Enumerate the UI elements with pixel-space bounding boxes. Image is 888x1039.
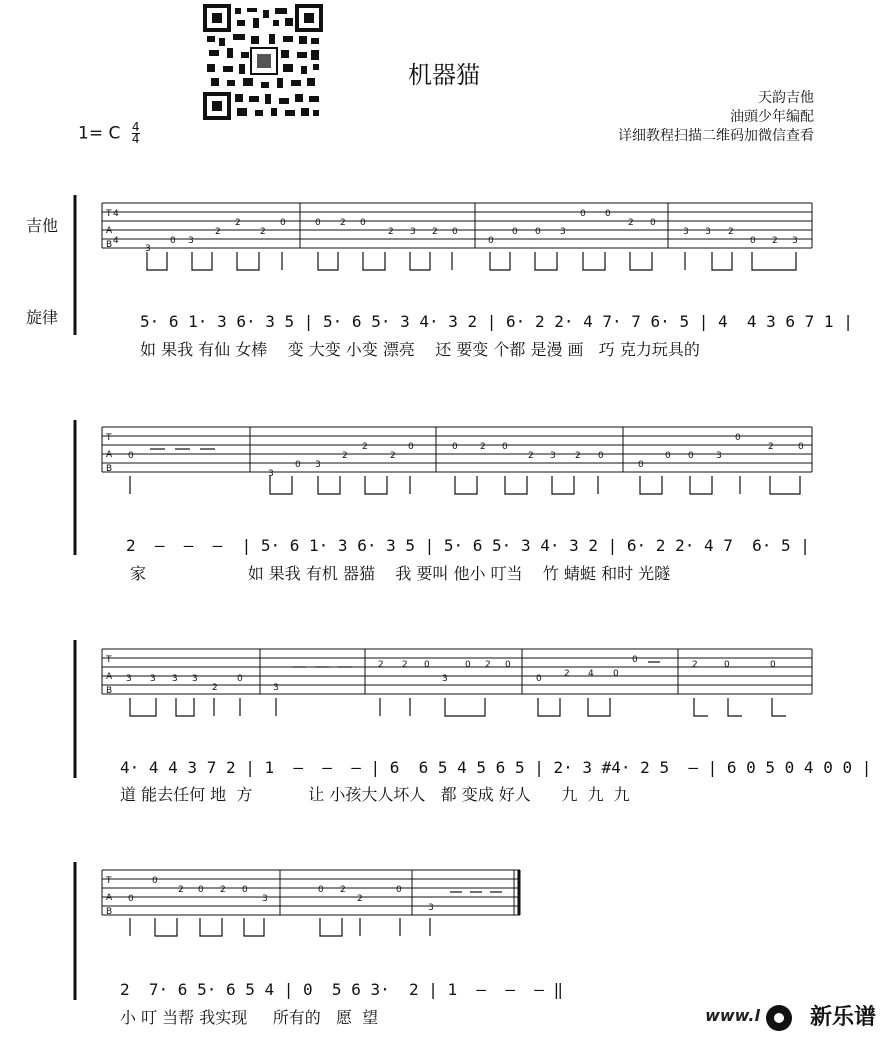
svg-text:2: 2 (432, 227, 438, 237)
svg-text:2: 2 (692, 660, 698, 670)
svg-text:B: B (106, 907, 113, 917)
svg-text:3: 3 (550, 451, 556, 461)
svg-text:3: 3 (705, 227, 711, 237)
svg-text:2: 2 (575, 451, 581, 461)
svg-text:3: 3 (192, 674, 198, 684)
music-disc-icon (766, 1005, 792, 1031)
credit-line-1: 天韵吉他 (758, 90, 814, 106)
svg-text:T: T (106, 876, 112, 886)
lyrics-line-3: 道 能去任何 地 方 让 小孩大人坏人 都 变成 好人 九 九 九 (120, 785, 630, 804)
svg-text:2: 2 (212, 683, 218, 693)
svg-text:0: 0 (128, 451, 134, 461)
svg-text:0: 0 (535, 227, 541, 237)
svg-text:2: 2 (402, 660, 408, 670)
svg-text:3: 3 (683, 227, 689, 237)
svg-text:3: 3 (428, 903, 434, 913)
svg-text:3: 3 (442, 674, 448, 684)
svg-text:0: 0 (396, 885, 402, 895)
svg-text:2: 2 (728, 227, 734, 237)
svg-text:2: 2 (220, 885, 226, 895)
svg-text:3: 3 (410, 227, 416, 237)
svg-text:2: 2 (378, 660, 384, 670)
svg-text:0: 0 (315, 218, 321, 228)
svg-text:3: 3 (273, 683, 279, 693)
svg-text:A: A (106, 672, 113, 682)
song-title: 机器猫 (408, 61, 480, 89)
lyrics-line-1: 如 果我 有仙 女棒 变 大变 小变 漂亮 还 要变 个都 是漫 画 巧 克力玩具的 (140, 340, 700, 359)
svg-text:0: 0 (605, 209, 611, 219)
svg-text:3: 3 (188, 236, 194, 246)
svg-text:3: 3 (560, 227, 566, 237)
svg-text:0: 0 (613, 669, 619, 679)
svg-text:0: 0 (512, 227, 518, 237)
svg-text:2: 2 (768, 442, 774, 452)
svg-text:2: 2 (772, 236, 778, 246)
svg-text:0: 0 (665, 451, 671, 461)
svg-text:0: 0 (237, 674, 243, 684)
svg-text:0: 0 (360, 218, 366, 228)
svg-text:2: 2 (260, 227, 266, 237)
svg-text:3: 3 (262, 894, 268, 904)
svg-text:0: 0 (598, 451, 604, 461)
svg-text:2: 2 (362, 442, 368, 452)
melody-label: 旋律 (26, 308, 59, 327)
svg-text:2: 2 (480, 442, 486, 452)
svg-text:0: 0 (750, 236, 756, 246)
svg-text:2: 2 (528, 451, 534, 461)
svg-text:2: 2 (628, 218, 634, 228)
svg-text:2: 2 (485, 660, 491, 670)
svg-text:2: 2 (388, 227, 394, 237)
svg-text:2: 2 (342, 451, 348, 461)
svg-text:3: 3 (172, 674, 178, 684)
lyrics-line-4: 小 叮 当帮 我实现 所有的 愿 望 (120, 1008, 379, 1027)
lyrics-line-2: 家 如 果我 有机 器猫 我 要叫 他小 叮当 竹 蜻蜓 和时 光隧 (130, 564, 671, 583)
svg-text:0: 0 (280, 218, 286, 228)
svg-text:0: 0 (580, 209, 586, 219)
svg-text:A: A (106, 226, 113, 236)
svg-text:T: T (106, 433, 112, 443)
svg-text:B: B (106, 464, 113, 474)
svg-text:0: 0 (638, 460, 644, 470)
svg-text:2: 2 (340, 218, 346, 228)
svg-text:T: T (106, 655, 112, 665)
svg-text:0: 0 (198, 885, 204, 895)
watermark-url: www.l (705, 1006, 760, 1025)
time-top: 4 (131, 120, 140, 134)
svg-text:3: 3 (792, 236, 798, 246)
svg-text:4: 4 (113, 236, 119, 246)
svg-text:3: 3 (150, 674, 156, 684)
svg-text:0: 0 (295, 460, 301, 470)
svg-text:2: 2 (178, 885, 184, 895)
time-bottom: 4 (131, 132, 140, 146)
melody-line-2: 2 — — — | 5· 6 1· 3 6· 3 5 | 5· 6 5· 3 4· 3 2 | 6· 2 2· 4 7 6· 5 | (126, 536, 810, 555)
svg-text:0: 0 (452, 227, 458, 237)
svg-text:0: 0 (170, 236, 176, 246)
svg-text:0: 0 (505, 660, 511, 670)
svg-text:3: 3 (315, 460, 321, 470)
melody-line-3: 4· 4 4 3 7 2 | 1 — — — | 6 6 5 4 5 6 5 | 2· 3 #4· 2 5 — | 6 0 5 0 4 0 0 | (120, 758, 872, 777)
svg-text:2: 2 (215, 227, 221, 237)
svg-text:0: 0 (770, 660, 776, 670)
svg-text:0: 0 (152, 876, 158, 886)
svg-text:0: 0 (128, 894, 134, 904)
svg-text:0: 0 (735, 433, 741, 443)
svg-text:3: 3 (716, 451, 722, 461)
svg-text:B: B (106, 686, 113, 696)
svg-text:0: 0 (408, 442, 414, 452)
svg-text:0: 0 (465, 660, 471, 670)
svg-text:2: 2 (390, 451, 396, 461)
svg-text:0: 0 (632, 655, 638, 665)
svg-text:0: 0 (688, 451, 694, 461)
svg-text:2: 2 (564, 669, 570, 679)
svg-text:B: B (106, 240, 113, 250)
svg-text:T: T (106, 209, 112, 219)
svg-text:3: 3 (268, 469, 274, 479)
melody-line-4: 2 7· 6 5· 6 5 4 | 0 5 6 3· 2 | 1 — — — ‖ (120, 980, 564, 999)
key-text: 1= C (78, 123, 121, 144)
svg-text:0: 0 (502, 442, 508, 452)
svg-text:3: 3 (126, 674, 132, 684)
svg-text:0: 0 (242, 885, 248, 895)
svg-text:A: A (106, 893, 113, 903)
credit-line-2: 油頭少年编配 (730, 109, 814, 125)
guitar-label: 吉他 (26, 216, 59, 235)
svg-text:0: 0 (488, 236, 494, 246)
watermark-site: 新乐谱 (809, 1005, 876, 1030)
svg-text:0: 0 (536, 674, 542, 684)
svg-text:0: 0 (798, 442, 804, 452)
svg-text:0: 0 (318, 885, 324, 895)
svg-text:4: 4 (113, 209, 119, 219)
svg-text:A: A (106, 450, 113, 460)
svg-text:0: 0 (650, 218, 656, 228)
svg-text:4: 4 (588, 669, 594, 679)
svg-text:0: 0 (424, 660, 430, 670)
svg-text:2: 2 (357, 894, 363, 904)
svg-text:0: 0 (452, 442, 458, 452)
credit-line-3: 详细教程扫描二维码加微信查看 (618, 128, 814, 144)
melody-line-1: 5· 6 1· 3 6· 3 5 | 5· 6 5· 3 4· 3 2 | 6· 2 2· 4 7· 7 6· 5 | 4 4 3 6 7 1 | (140, 312, 853, 331)
svg-text:2: 2 (235, 218, 241, 228)
svg-text:0: 0 (724, 660, 730, 670)
svg-text:2: 2 (340, 885, 346, 895)
svg-text:3: 3 (145, 244, 151, 254)
